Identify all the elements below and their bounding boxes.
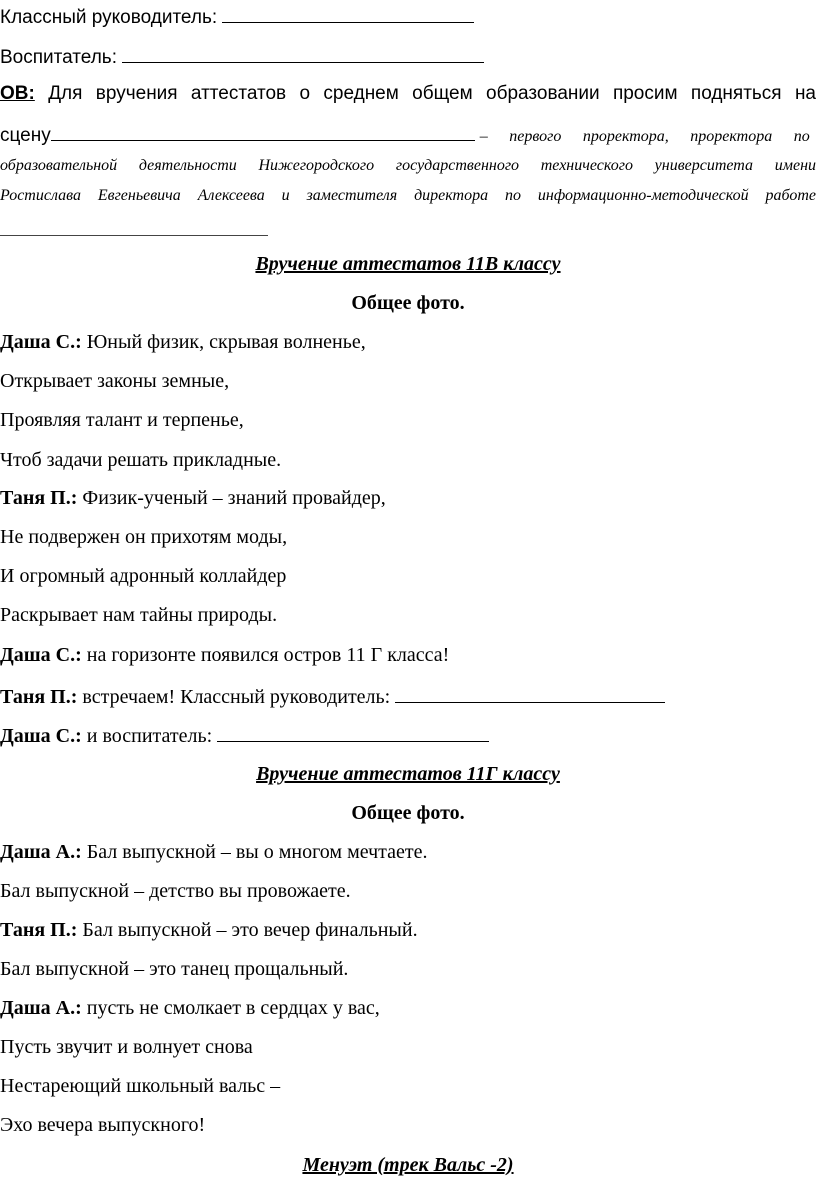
line-text: Бал выпускной – детство вы провожаете. [0,880,351,902]
ob-text-2: сцену [0,125,51,146]
tutor-blank [217,723,489,742]
dialog-line [0,920,418,940]
section-11g-photo: Общее фото. [351,802,465,824]
dialog-line [0,371,229,391]
tutor-line [0,44,484,67]
line-text: Бал выпускной – это танец прощальный. [0,958,349,980]
dialog-line [0,488,386,508]
dialog-line [0,723,489,746]
line-text: И огромный адронный коллайдер [0,565,287,587]
signature-rule [0,235,268,236]
dialog-line [0,959,348,979]
italic-1-text: первого проректора, проректора по [509,128,810,145]
section-11v-title: Вручение аттестатов 11В классу [255,253,561,275]
tutor-blank [122,44,484,63]
ob-paragraph-line-3 [0,158,816,174]
dialog-line [0,566,286,586]
tutor-label: Воспитатель: [0,47,117,68]
ob-italic-3: Ростислава Евгеньевича Алексеева и заместителя директора по информационно-методической работе [0,187,816,204]
speaker: Таня П.: [0,686,78,708]
line-text: Бал выпускной – это вечер финальный. [82,919,418,941]
dialog-line [0,684,665,707]
line-text: Нестареющий школьный вальс – [0,1075,281,1097]
ob-paragraph-line-1 [0,84,816,103]
dialog-line [0,410,244,430]
line-text: Чтоб задачи решать прикладные. [0,449,282,471]
dialog-line [0,527,287,547]
line-text: Бал выпускной – вы о многом мечтаете. [86,841,428,863]
dialog-line [0,842,428,862]
class-teacher-blank [395,684,665,703]
dialog-line [0,332,366,352]
speaker: Таня П.: [0,919,78,941]
line-text: пусть не смолкает в сердцах у вас, [86,997,380,1019]
dialog-line [0,645,449,665]
speaker: Даша А.: [0,997,82,1019]
dialog-line [0,1037,253,1057]
class-teacher-blank [222,4,474,23]
dialog-line [0,1115,205,1135]
ob-label: ОВ: [0,83,35,104]
dialog-line [0,1076,280,1096]
ob-italic-2: образовательной деятельности Нижегородского государственного технического университета имени [0,157,816,174]
line-text: Проявляя талант и терпенье, [0,409,244,431]
scene-blank [51,122,475,141]
dialog-line [0,998,380,1018]
ob-paragraph-line-2 [0,122,816,145]
line-text: Раскрывает нам тайны природы. [0,604,278,626]
dialog-line [0,881,351,901]
line-text: Физик-ученый – знаний провайдер, [82,487,386,509]
speaker: Даша С.: [0,331,82,353]
line-text: Не подвержен он прихотям моды, [0,526,288,548]
class-teacher-line [0,4,474,27]
class-teacher-label: Классный руководитель: [0,7,218,28]
line-text: Эхо вечера выпускного! [0,1114,206,1136]
speaker: Даша С.: [0,644,82,666]
line-text: Юный физик, скрывая волненье, [86,331,366,353]
line-text: встречаем! Классный руководитель: [82,686,391,708]
speaker: Таня П.: [0,487,78,509]
ob-italic-1 [480,129,810,145]
dash: – [479,128,488,145]
section-11g-title: Вручение аттестатов 11Г классу [256,763,560,785]
dialog-line [0,450,281,470]
line-text: на горизонте появился остров 11 Г класса! [86,644,450,666]
line-text: Пусть звучит и волнует снова [0,1036,253,1058]
line-text: и воспитатель: [86,725,213,747]
speaker: Даша А.: [0,841,82,863]
line-text: Открывает законы земные, [0,370,230,392]
menuet-title: Менуэт (трек Вальс -2) [302,1154,514,1176]
ob-paragraph-line-4 [0,188,816,204]
section-11v-photo: Общее фото. [351,292,465,314]
dialog-line [0,605,277,625]
ob-text-1: Для вручения аттестатов о среднем общем образовании просим подняться на [48,83,816,104]
speaker: Даша С.: [0,725,82,747]
